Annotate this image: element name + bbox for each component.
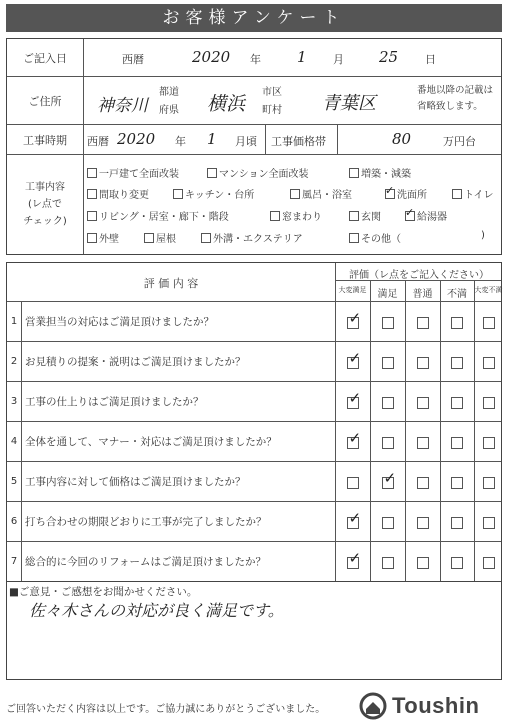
work-option[interactable] — [144, 230, 176, 245]
rating-level-header: 不満 — [447, 289, 467, 300]
survey-title: お客様アンケート — [6, 4, 502, 32]
question-text: 全体を通して、マナー・対応はご満足頂けましたか？ — [25, 436, 277, 448]
date-month-unit: 月 — [333, 53, 344, 66]
date-row — [7, 39, 501, 77]
question-row — [7, 461, 501, 501]
rating-checkbox[interactable] — [417, 437, 429, 449]
work-other-close: ) — [481, 230, 485, 241]
work-option[interactable] — [87, 165, 179, 180]
work-option[interactable] — [385, 186, 427, 201]
pref-unit-2: 府県 — [159, 105, 179, 116]
question-text: 営業担当の対応はご満足頂けましたか？ — [25, 316, 214, 328]
rating-checkbox[interactable] — [382, 557, 394, 569]
question-number: 5 — [7, 462, 22, 501]
price-value: 80 — [392, 130, 412, 148]
work-option-label: 屋根 — [156, 234, 176, 245]
rating-checkbox[interactable] — [483, 397, 495, 409]
info-panel — [6, 38, 502, 255]
question-row — [7, 381, 501, 421]
question-text: 工事の仕上りはご満足頂けましたか？ — [25, 396, 204, 408]
question-text: 総合的に今回のリフォームはご満足頂けましたか？ — [25, 556, 266, 568]
city-unit-1: 市区 — [262, 87, 282, 98]
rating-checkbox[interactable] — [451, 317, 463, 329]
checkbox-icon[interactable] — [452, 189, 462, 199]
checkbox-icon[interactable] — [349, 211, 359, 221]
work-option-label: リビング・居室・廊下・階段 — [99, 212, 229, 223]
work-option-label: 外溝・エクステリア — [213, 234, 303, 245]
rating-checkbox[interactable] — [382, 317, 394, 329]
work-option-label: 外壁 — [99, 234, 119, 245]
rating-checkbox[interactable] — [483, 357, 495, 369]
work-option-label: 増築・減築 — [361, 169, 411, 180]
work-option-label: マンション全面改装 — [219, 169, 309, 180]
checkbox-icon[interactable] — [270, 211, 280, 221]
checkbox-icon[interactable] — [349, 233, 359, 243]
question-number: 4 — [7, 422, 22, 461]
comments-text: 佐々木さんの対応が良く満足です。 — [29, 601, 284, 620]
date-label: ご記入日 — [7, 39, 84, 76]
rating-checkbox[interactable] — [382, 437, 394, 449]
rating-checkbox[interactable] — [483, 557, 495, 569]
price-unit: 万円台 — [443, 135, 476, 148]
pref-unit-1: 都道 — [159, 87, 179, 98]
comments-label: ■ご意見・ご感想をお聞かせください。 — [9, 586, 198, 598]
question-number: 1 — [7, 302, 22, 341]
address-ward: 青葉区 — [322, 93, 376, 114]
checkbox-icon[interactable] — [349, 168, 359, 178]
checkbox-icon[interactable] — [87, 233, 97, 243]
rating-checkbox[interactable] — [347, 357, 359, 369]
date-year-unit: 年 — [250, 53, 261, 66]
question-row — [7, 341, 501, 381]
work-option[interactable] — [201, 230, 303, 245]
checkbox-icon[interactable] — [144, 233, 154, 243]
address-row — [7, 77, 501, 125]
rating-level-header: 満足 — [377, 289, 398, 300]
rating-checkbox[interactable] — [417, 557, 429, 569]
question-row — [7, 301, 501, 341]
rating-checkbox[interactable] — [382, 517, 394, 529]
date-era: 西暦 — [122, 53, 144, 66]
checkbox-icon[interactable] — [290, 189, 300, 199]
rating-checkbox[interactable] — [417, 477, 429, 489]
rating-checkbox[interactable] — [382, 397, 394, 409]
question-row — [7, 421, 501, 461]
work-option-label: 間取り変更 — [99, 190, 149, 201]
work-option-label: その他（ — [361, 234, 401, 245]
rating-level-header: 大変満足 — [338, 286, 367, 294]
rating-checkbox[interactable] — [347, 317, 359, 329]
work-option-label: 給湯器 — [417, 212, 447, 223]
work-option[interactable] — [349, 208, 381, 223]
rating-checkbox[interactable] — [417, 517, 429, 529]
address-note: 番地以降の記載は省略致します。 — [417, 85, 494, 112]
checkbox-icon[interactable] — [405, 211, 415, 221]
footer-text: ご回答いただく内容は以上です。ご協力誠にありがとうございました。 — [6, 704, 326, 715]
checkbox-icon[interactable] — [201, 233, 211, 243]
checkbox-icon[interactable] — [87, 168, 97, 178]
rating-checkbox[interactable] — [417, 397, 429, 409]
rating-checkbox[interactable] — [417, 317, 429, 329]
rating-checkbox[interactable] — [347, 477, 359, 489]
eval-rating-header-line — [335, 280, 501, 281]
price-divider-2 — [337, 125, 338, 154]
question-text: 打ち合わせの期限どおりに工事が完了しましたか？ — [25, 516, 267, 528]
rating-checkbox[interactable] — [417, 357, 429, 369]
brand-logo — [358, 693, 479, 719]
work-option[interactable] — [349, 165, 411, 180]
rating-checkbox[interactable] — [347, 397, 359, 409]
rating-checkbox[interactable] — [451, 517, 463, 529]
period-era: 西暦 — [87, 135, 109, 148]
work-option[interactable] — [87, 230, 119, 245]
rating-checkbox[interactable] — [382, 477, 394, 489]
rating-checkbox[interactable] — [483, 317, 495, 329]
rating-checkbox[interactable] — [451, 437, 463, 449]
period-row — [7, 125, 501, 155]
rating-checkbox[interactable] — [382, 357, 394, 369]
rating-checkbox[interactable] — [451, 557, 463, 569]
rating-checkbox[interactable] — [451, 477, 463, 489]
work-option-label: 洗面所 — [397, 190, 427, 201]
rating-level-header: 普通 — [412, 289, 433, 300]
question-row — [7, 541, 501, 581]
checkbox-icon[interactable] — [385, 189, 395, 199]
brand-name: Toushin — [392, 693, 480, 718]
work-option[interactable] — [87, 208, 229, 223]
work-option-label: 一戸建て全面改装 — [99, 169, 179, 180]
question-row — [7, 501, 501, 541]
rating-checkbox[interactable] — [483, 517, 495, 529]
checkbox-icon[interactable] — [87, 189, 97, 199]
work-option[interactable] — [405, 208, 447, 223]
rating-level-header: 大変不満 — [474, 286, 503, 294]
period-month-unit: 月頃 — [235, 135, 257, 148]
question-number: 7 — [7, 542, 22, 581]
eval-content-header: 評 価 内 容 — [143, 277, 199, 290]
city-unit-2: 町村 — [262, 105, 282, 116]
work-option[interactable] — [207, 165, 309, 180]
eval-header-row — [7, 263, 501, 301]
period-year: 2020 — [117, 130, 156, 148]
work-option[interactable] — [349, 230, 401, 245]
address-label: ご住所 — [7, 77, 84, 124]
question-number: 3 — [7, 382, 22, 421]
work-option-label: 窓まわり — [282, 212, 322, 223]
date-day-unit: 日 — [425, 53, 436, 66]
evaluation-panel — [6, 262, 502, 582]
work-option-label: トイレ — [464, 190, 494, 201]
address-city: 横浜 — [207, 93, 246, 115]
checkbox-icon[interactable] — [207, 168, 217, 178]
date-day: 25 — [379, 48, 399, 66]
address-prefecture: 神奈川 — [97, 96, 148, 116]
price-label: 工事価格帯 — [271, 135, 326, 148]
rating-checkbox[interactable] — [451, 357, 463, 369]
rating-checkbox[interactable] — [347, 557, 359, 569]
period-year-unit: 年 — [175, 135, 186, 148]
question-number: 6 — [7, 502, 22, 541]
comments-panel — [6, 582, 502, 680]
work-option-label: 玄関 — [361, 212, 381, 223]
period-label: 工事時期 — [7, 125, 84, 154]
date-year: 2020 — [192, 48, 231, 66]
question-text: 工事内容に対して価格はご満足頂けましたか？ — [25, 476, 246, 488]
rating-checkbox[interactable] — [483, 477, 495, 489]
rating-checkbox[interactable] — [347, 437, 359, 449]
date-month: 1 — [297, 48, 307, 66]
rating-checkbox[interactable] — [451, 397, 463, 409]
work-option-label: キッチン・台所 — [185, 190, 255, 201]
rating-checkbox[interactable] — [347, 517, 359, 529]
eval-rating-header: 評価（レ点をご記入ください） — [349, 270, 489, 281]
checkbox-icon[interactable] — [173, 189, 183, 199]
work-row — [7, 155, 501, 254]
work-option[interactable] — [173, 186, 254, 201]
period-month: 1 — [207, 130, 217, 148]
work-option[interactable] — [290, 186, 352, 201]
work-option[interactable] — [270, 208, 322, 223]
price-divider — [265, 125, 266, 154]
work-option[interactable] — [87, 186, 149, 201]
work-label: 工事内容 (レ点で チェック) — [7, 155, 84, 254]
work-option-label: 風呂・浴室 — [302, 190, 352, 201]
question-text: お見積りの提案・説明はご満足頂けましたか？ — [25, 356, 246, 368]
house-icon — [358, 692, 388, 720]
rating-checkbox[interactable] — [483, 437, 495, 449]
checkbox-icon[interactable] — [87, 211, 97, 221]
question-number: 2 — [7, 342, 22, 381]
work-option[interactable] — [452, 186, 494, 201]
